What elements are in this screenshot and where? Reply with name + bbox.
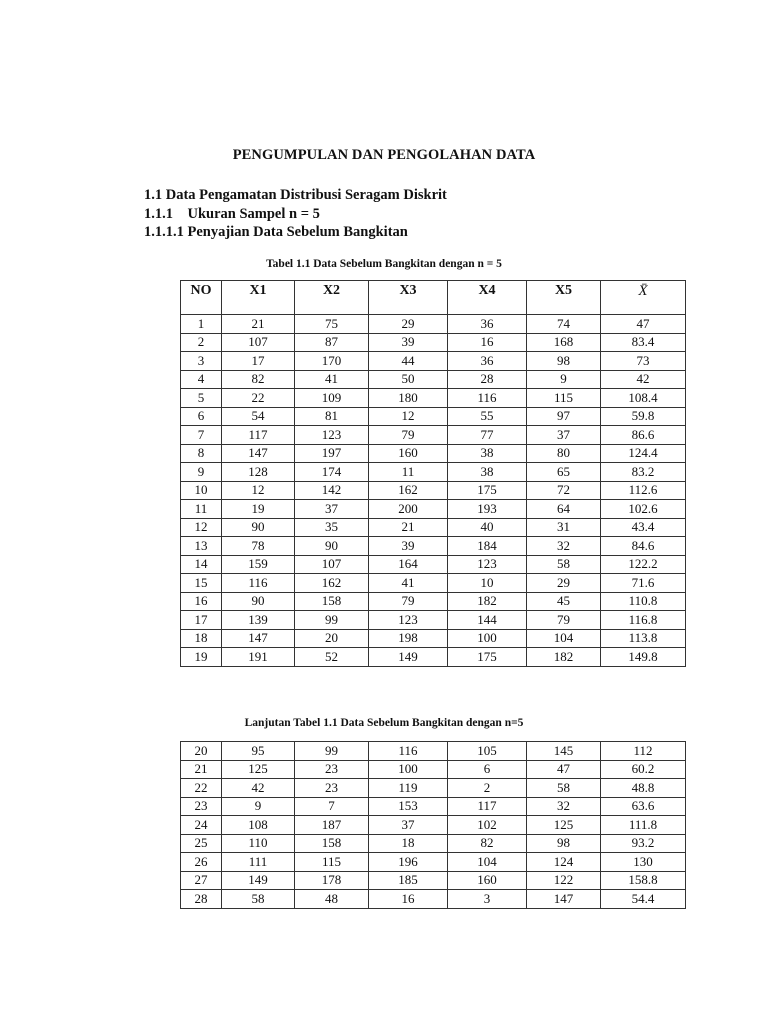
cell-x2: 178 xyxy=(295,871,369,890)
cell-x4: 182 xyxy=(448,592,527,611)
cell-x1: 58 xyxy=(222,890,295,909)
cell-x2: 158 xyxy=(295,834,369,853)
cell-no: 23 xyxy=(181,797,222,816)
table-row xyxy=(181,834,686,853)
cell-x3: 39 xyxy=(369,333,448,352)
cell-x5: 58 xyxy=(527,555,601,574)
cell-mean: 59.8 xyxy=(601,407,686,426)
cell-x3: 100 xyxy=(369,760,448,779)
table-row xyxy=(181,779,686,798)
cell-x3: 29 xyxy=(369,315,448,334)
cell-x4: 184 xyxy=(448,537,527,556)
cell-x3: 200 xyxy=(369,500,448,519)
cell-no: 25 xyxy=(181,834,222,853)
cell-x4: 117 xyxy=(448,797,527,816)
cell-x4: 28 xyxy=(448,370,527,389)
cell-x5: 182 xyxy=(527,648,601,667)
cell-no: 19 xyxy=(181,648,222,667)
table-row xyxy=(181,518,686,537)
cell-mean: 83.4 xyxy=(601,333,686,352)
cell-x1: 108 xyxy=(222,816,295,835)
table-row xyxy=(181,890,686,909)
table-row xyxy=(181,797,686,816)
cell-x1: 191 xyxy=(222,648,295,667)
cell-x2: 81 xyxy=(295,407,369,426)
column-header-x5: X5 xyxy=(527,281,601,315)
cell-mean: 113.8 xyxy=(601,629,686,648)
table-row xyxy=(181,555,686,574)
cell-no: 9 xyxy=(181,463,222,482)
table2 xyxy=(180,741,686,909)
cell-x4: 105 xyxy=(448,742,527,761)
cell-no: 6 xyxy=(181,407,222,426)
column-header-x2: X2 xyxy=(295,281,369,315)
cell-x2: 23 xyxy=(295,760,369,779)
cell-x1: 149 xyxy=(222,871,295,890)
cell-x3: 153 xyxy=(369,797,448,816)
cell-x4: 16 xyxy=(448,333,527,352)
cell-x2: 99 xyxy=(295,742,369,761)
cell-x2: 75 xyxy=(295,315,369,334)
table1-caption: Tabel 1.1 Data Sebelum Bangkitan dengan n = 5 xyxy=(266,258,502,270)
cell-x4: 144 xyxy=(448,611,527,630)
cell-x5: 37 xyxy=(527,426,601,445)
cell-x5: 97 xyxy=(527,407,601,426)
cell-mean: 93.2 xyxy=(601,834,686,853)
table-row xyxy=(181,426,686,445)
cell-x2: 7 xyxy=(295,797,369,816)
table-row xyxy=(181,592,686,611)
cell-x1: 9 xyxy=(222,797,295,816)
table-row xyxy=(181,760,686,779)
cell-x4: 175 xyxy=(448,481,527,500)
column-header-no: NO xyxy=(181,281,222,315)
cell-x5: 47 xyxy=(527,760,601,779)
cell-no: 16 xyxy=(181,592,222,611)
cell-x2: 20 xyxy=(295,629,369,648)
cell-x2: 48 xyxy=(295,890,369,909)
cell-x3: 39 xyxy=(369,537,448,556)
cell-x5: 9 xyxy=(527,370,601,389)
cell-x5: 124 xyxy=(527,853,601,872)
cell-x3: 79 xyxy=(369,592,448,611)
cell-x2: 162 xyxy=(295,574,369,593)
cell-x1: 19 xyxy=(222,500,295,519)
cell-x3: 180 xyxy=(369,389,448,408)
table-row xyxy=(181,481,686,500)
cell-x3: 162 xyxy=(369,481,448,500)
cell-x5: 32 xyxy=(527,537,601,556)
cell-x3: 44 xyxy=(369,352,448,371)
column-header-mean: X̄ xyxy=(601,281,686,315)
table-row xyxy=(181,389,686,408)
cell-x2: 99 xyxy=(295,611,369,630)
cell-x3: 116 xyxy=(369,742,448,761)
cell-no: 12 xyxy=(181,518,222,537)
table-row xyxy=(181,629,686,648)
cell-x5: 74 xyxy=(527,315,601,334)
cell-mean: 73 xyxy=(601,352,686,371)
cell-x1: 147 xyxy=(222,629,295,648)
table1-header-row xyxy=(181,281,686,315)
cell-mean: 124.4 xyxy=(601,444,686,463)
cell-x1: 117 xyxy=(222,426,295,445)
cell-x1: 107 xyxy=(222,333,295,352)
cell-no: 1 xyxy=(181,315,222,334)
cell-x1: 116 xyxy=(222,574,295,593)
cell-x5: 72 xyxy=(527,481,601,500)
cell-x1: 159 xyxy=(222,555,295,574)
table2-caption: Lanjutan Tabel 1.1 Data Sebelum Bangkitan dengan n=5 xyxy=(244,717,524,729)
cell-no: 4 xyxy=(181,370,222,389)
cell-x1: 21 xyxy=(222,315,295,334)
cell-x1: 82 xyxy=(222,370,295,389)
cell-x5: 104 xyxy=(527,629,601,648)
cell-no: 10 xyxy=(181,481,222,500)
cell-x3: 16 xyxy=(369,890,448,909)
cell-x3: 50 xyxy=(369,370,448,389)
cell-no: 27 xyxy=(181,871,222,890)
cell-mean: 111.8 xyxy=(601,816,686,835)
cell-x3: 123 xyxy=(369,611,448,630)
cell-no: 11 xyxy=(181,500,222,519)
cell-no: 5 xyxy=(181,389,222,408)
cell-mean: 60.2 xyxy=(601,760,686,779)
cell-x5: 145 xyxy=(527,742,601,761)
cell-x5: 29 xyxy=(527,574,601,593)
table-row xyxy=(181,333,686,352)
column-header-x4: X4 xyxy=(448,281,527,315)
cell-no: 2 xyxy=(181,333,222,352)
cell-x3: 119 xyxy=(369,779,448,798)
cell-mean: 84.6 xyxy=(601,537,686,556)
table-row xyxy=(181,370,686,389)
cell-x4: 100 xyxy=(448,629,527,648)
cell-x5: 98 xyxy=(527,834,601,853)
cell-x5: 98 xyxy=(527,352,601,371)
cell-x3: 12 xyxy=(369,407,448,426)
table-row xyxy=(181,537,686,556)
cell-x3: 37 xyxy=(369,816,448,835)
column-header-x3: X3 xyxy=(369,281,448,315)
cell-x4: 6 xyxy=(448,760,527,779)
cell-x2: 170 xyxy=(295,352,369,371)
cell-x4: 160 xyxy=(448,871,527,890)
cell-x1: 22 xyxy=(222,389,295,408)
cell-x4: 36 xyxy=(448,352,527,371)
table-row xyxy=(181,611,686,630)
cell-no: 17 xyxy=(181,611,222,630)
cell-x5: 64 xyxy=(527,500,601,519)
table-row xyxy=(181,648,686,667)
cell-x1: 90 xyxy=(222,518,295,537)
section-heading-1-1-1: 1.1.1 Ukuran Sampel n = 5 xyxy=(144,206,320,222)
cell-x4: 102 xyxy=(448,816,527,835)
cell-mean: 43.4 xyxy=(601,518,686,537)
table-row xyxy=(181,315,686,334)
cell-x4: 116 xyxy=(448,389,527,408)
cell-mean: 102.6 xyxy=(601,500,686,519)
cell-x3: 11 xyxy=(369,463,448,482)
cell-x2: 52 xyxy=(295,648,369,667)
cell-x4: 10 xyxy=(448,574,527,593)
cell-mean: 54.4 xyxy=(601,890,686,909)
cell-x5: 32 xyxy=(527,797,601,816)
cell-x3: 79 xyxy=(369,426,448,445)
cell-x4: 175 xyxy=(448,648,527,667)
cell-x2: 90 xyxy=(295,537,369,556)
cell-x1: 110 xyxy=(222,834,295,853)
cell-x5: 168 xyxy=(527,333,601,352)
cell-x1: 17 xyxy=(222,352,295,371)
cell-x4: 38 xyxy=(448,444,527,463)
cell-x5: 115 xyxy=(527,389,601,408)
cell-no: 24 xyxy=(181,816,222,835)
section-heading-1-1: 1.1 Data Pengamatan Distribusi Seragam Diskrit xyxy=(144,187,447,203)
cell-x1: 12 xyxy=(222,481,295,500)
cell-mean: 130 xyxy=(601,853,686,872)
cell-no: 22 xyxy=(181,779,222,798)
cell-x5: 122 xyxy=(527,871,601,890)
cell-x2: 174 xyxy=(295,463,369,482)
cell-x2: 23 xyxy=(295,779,369,798)
cell-no: 8 xyxy=(181,444,222,463)
cell-x2: 142 xyxy=(295,481,369,500)
cell-x1: 125 xyxy=(222,760,295,779)
cell-x1: 139 xyxy=(222,611,295,630)
cell-mean: 122.2 xyxy=(601,555,686,574)
column-header-x1: X1 xyxy=(222,281,295,315)
cell-x2: 197 xyxy=(295,444,369,463)
cell-x1: 42 xyxy=(222,779,295,798)
cell-x4: 55 xyxy=(448,407,527,426)
cell-no: 14 xyxy=(181,555,222,574)
cell-x5: 79 xyxy=(527,611,601,630)
cell-no: 15 xyxy=(181,574,222,593)
cell-x4: 40 xyxy=(448,518,527,537)
cell-x3: 185 xyxy=(369,871,448,890)
cell-x3: 198 xyxy=(369,629,448,648)
cell-mean: 116.8 xyxy=(601,611,686,630)
cell-x5: 125 xyxy=(527,816,601,835)
cell-no: 3 xyxy=(181,352,222,371)
table-row xyxy=(181,500,686,519)
cell-x5: 58 xyxy=(527,779,601,798)
cell-x2: 115 xyxy=(295,853,369,872)
cell-x2: 123 xyxy=(295,426,369,445)
cell-x3: 41 xyxy=(369,574,448,593)
cell-x4: 38 xyxy=(448,463,527,482)
cell-x3: 21 xyxy=(369,518,448,537)
cell-x2: 41 xyxy=(295,370,369,389)
cell-no: 20 xyxy=(181,742,222,761)
cell-x4: 77 xyxy=(448,426,527,445)
cell-x4: 36 xyxy=(448,315,527,334)
cell-x2: 109 xyxy=(295,389,369,408)
cell-x1: 90 xyxy=(222,592,295,611)
table-row xyxy=(181,574,686,593)
cell-x1: 54 xyxy=(222,407,295,426)
cell-x4: 104 xyxy=(448,853,527,872)
cell-mean: 149.8 xyxy=(601,648,686,667)
cell-x4: 3 xyxy=(448,890,527,909)
cell-mean: 71.6 xyxy=(601,574,686,593)
cell-x2: 187 xyxy=(295,816,369,835)
table-row xyxy=(181,352,686,371)
cell-no: 28 xyxy=(181,890,222,909)
cell-mean: 108.4 xyxy=(601,389,686,408)
cell-no: 7 xyxy=(181,426,222,445)
cell-x2: 158 xyxy=(295,592,369,611)
cell-x2: 107 xyxy=(295,555,369,574)
section-heading-1-1-1-1: 1.1.1.1 Penyajian Data Sebelum Bangkitan xyxy=(144,224,408,240)
cell-mean: 112 xyxy=(601,742,686,761)
cell-x2: 37 xyxy=(295,500,369,519)
table1 xyxy=(180,280,686,667)
cell-x4: 2 xyxy=(448,779,527,798)
table-row xyxy=(181,463,686,482)
cell-x1: 147 xyxy=(222,444,295,463)
cell-x1: 128 xyxy=(222,463,295,482)
cell-x4: 82 xyxy=(448,834,527,853)
table-row xyxy=(181,816,686,835)
cell-mean: 63.6 xyxy=(601,797,686,816)
cell-x5: 45 xyxy=(527,592,601,611)
cell-x1: 78 xyxy=(222,537,295,556)
table-row xyxy=(181,742,686,761)
cell-mean: 47 xyxy=(601,315,686,334)
cell-x3: 149 xyxy=(369,648,448,667)
cell-mean: 48.8 xyxy=(601,779,686,798)
cell-x2: 87 xyxy=(295,333,369,352)
cell-mean: 110.8 xyxy=(601,592,686,611)
cell-mean: 42 xyxy=(601,370,686,389)
cell-mean: 83.2 xyxy=(601,463,686,482)
cell-x3: 160 xyxy=(369,444,448,463)
table-row xyxy=(181,444,686,463)
cell-x3: 196 xyxy=(369,853,448,872)
cell-no: 18 xyxy=(181,629,222,648)
cell-x3: 18 xyxy=(369,834,448,853)
cell-x2: 35 xyxy=(295,518,369,537)
cell-x5: 80 xyxy=(527,444,601,463)
cell-mean: 158.8 xyxy=(601,871,686,890)
cell-x4: 123 xyxy=(448,555,527,574)
table-row xyxy=(181,853,686,872)
cell-no: 21 xyxy=(181,760,222,779)
cell-mean: 112.6 xyxy=(601,481,686,500)
cell-x5: 147 xyxy=(527,890,601,909)
cell-no: 26 xyxy=(181,853,222,872)
cell-x1: 95 xyxy=(222,742,295,761)
cell-x5: 65 xyxy=(527,463,601,482)
cell-x4: 193 xyxy=(448,500,527,519)
table-row xyxy=(181,871,686,890)
cell-x1: 111 xyxy=(222,853,295,872)
cell-x5: 31 xyxy=(527,518,601,537)
document-title: PENGUMPULAN DAN PENGOLAHAN DATA xyxy=(232,147,536,163)
cell-x3: 164 xyxy=(369,555,448,574)
cell-mean: 86.6 xyxy=(601,426,686,445)
table-row xyxy=(181,407,686,426)
cell-no: 13 xyxy=(181,537,222,556)
